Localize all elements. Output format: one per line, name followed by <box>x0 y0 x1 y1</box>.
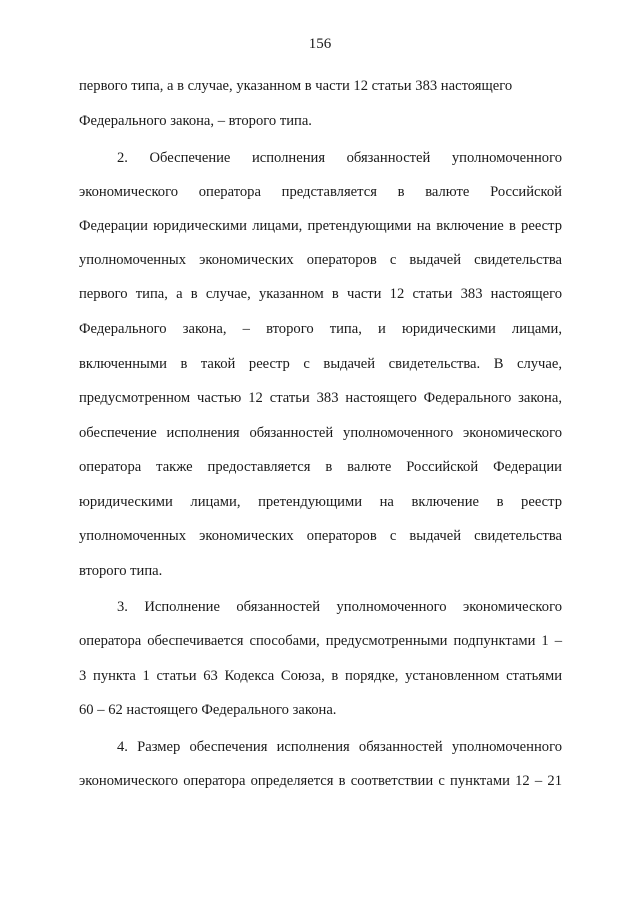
text-line: юридическими лицами, претендующими на включение в реестр <box>79 494 562 510</box>
text-line: первого типа, а в случае, указанном в части 12 статьи 383 настоящего <box>79 286 562 302</box>
text-line: оператора также предоставляется в валюте Российской Федерации <box>79 459 562 475</box>
text-line: уполномоченных экономических операторов с выдачей свидетельства <box>79 252 562 268</box>
text-line: 3 пункта 1 статьи 63 Кодекса Союза, в порядке, установленном статьями <box>79 668 562 684</box>
text-line: Федерального закона, – второго типа, и юридическими лицами, <box>79 321 562 337</box>
text-line: экономического оператора представляется в валюте Российской <box>79 184 562 200</box>
paragraph-4-start: 4. Размер обеспечения исполнения обязанностей уполномоченного <box>117 739 562 755</box>
text-line: Федерального закона, – второго типа. <box>79 113 312 129</box>
text-line: второго типа. <box>79 563 163 579</box>
paragraph-3-start: 3. Исполнение обязанностей уполномоченного экономического <box>117 599 562 615</box>
text-line: экономического оператора определяется в соответствии с пунктами 12 – 21 <box>79 773 562 789</box>
text-line: оператора обеспечивается способами, предусмотренными подпунктами 1 – <box>79 633 562 649</box>
text-line: уполномоченных экономических операторов с выдачей свидетельства <box>79 528 562 544</box>
text-line: обеспечение исполнения обязанностей уполномоченного экономического <box>79 425 562 441</box>
text-line: Федерации юридическими лицами, претендующими на включение в реестр <box>79 218 562 234</box>
text-line: первого типа, а в случае, указанном в части 12 статьи 383 настоящего <box>79 78 513 94</box>
text-line: включенными в такой реестр с выдачей свидетельства. В случае, <box>79 356 562 372</box>
page-number: 156 <box>308 36 332 52</box>
paragraph-2-start: 2. Обеспечение исполнения обязанностей уполномоченного <box>117 150 562 166</box>
text-line: 60 – 62 настоящего Федерального закона. <box>79 702 337 718</box>
text-line: предусмотренном частью 12 статьи 383 настоящего Федерального закона, <box>79 390 562 406</box>
